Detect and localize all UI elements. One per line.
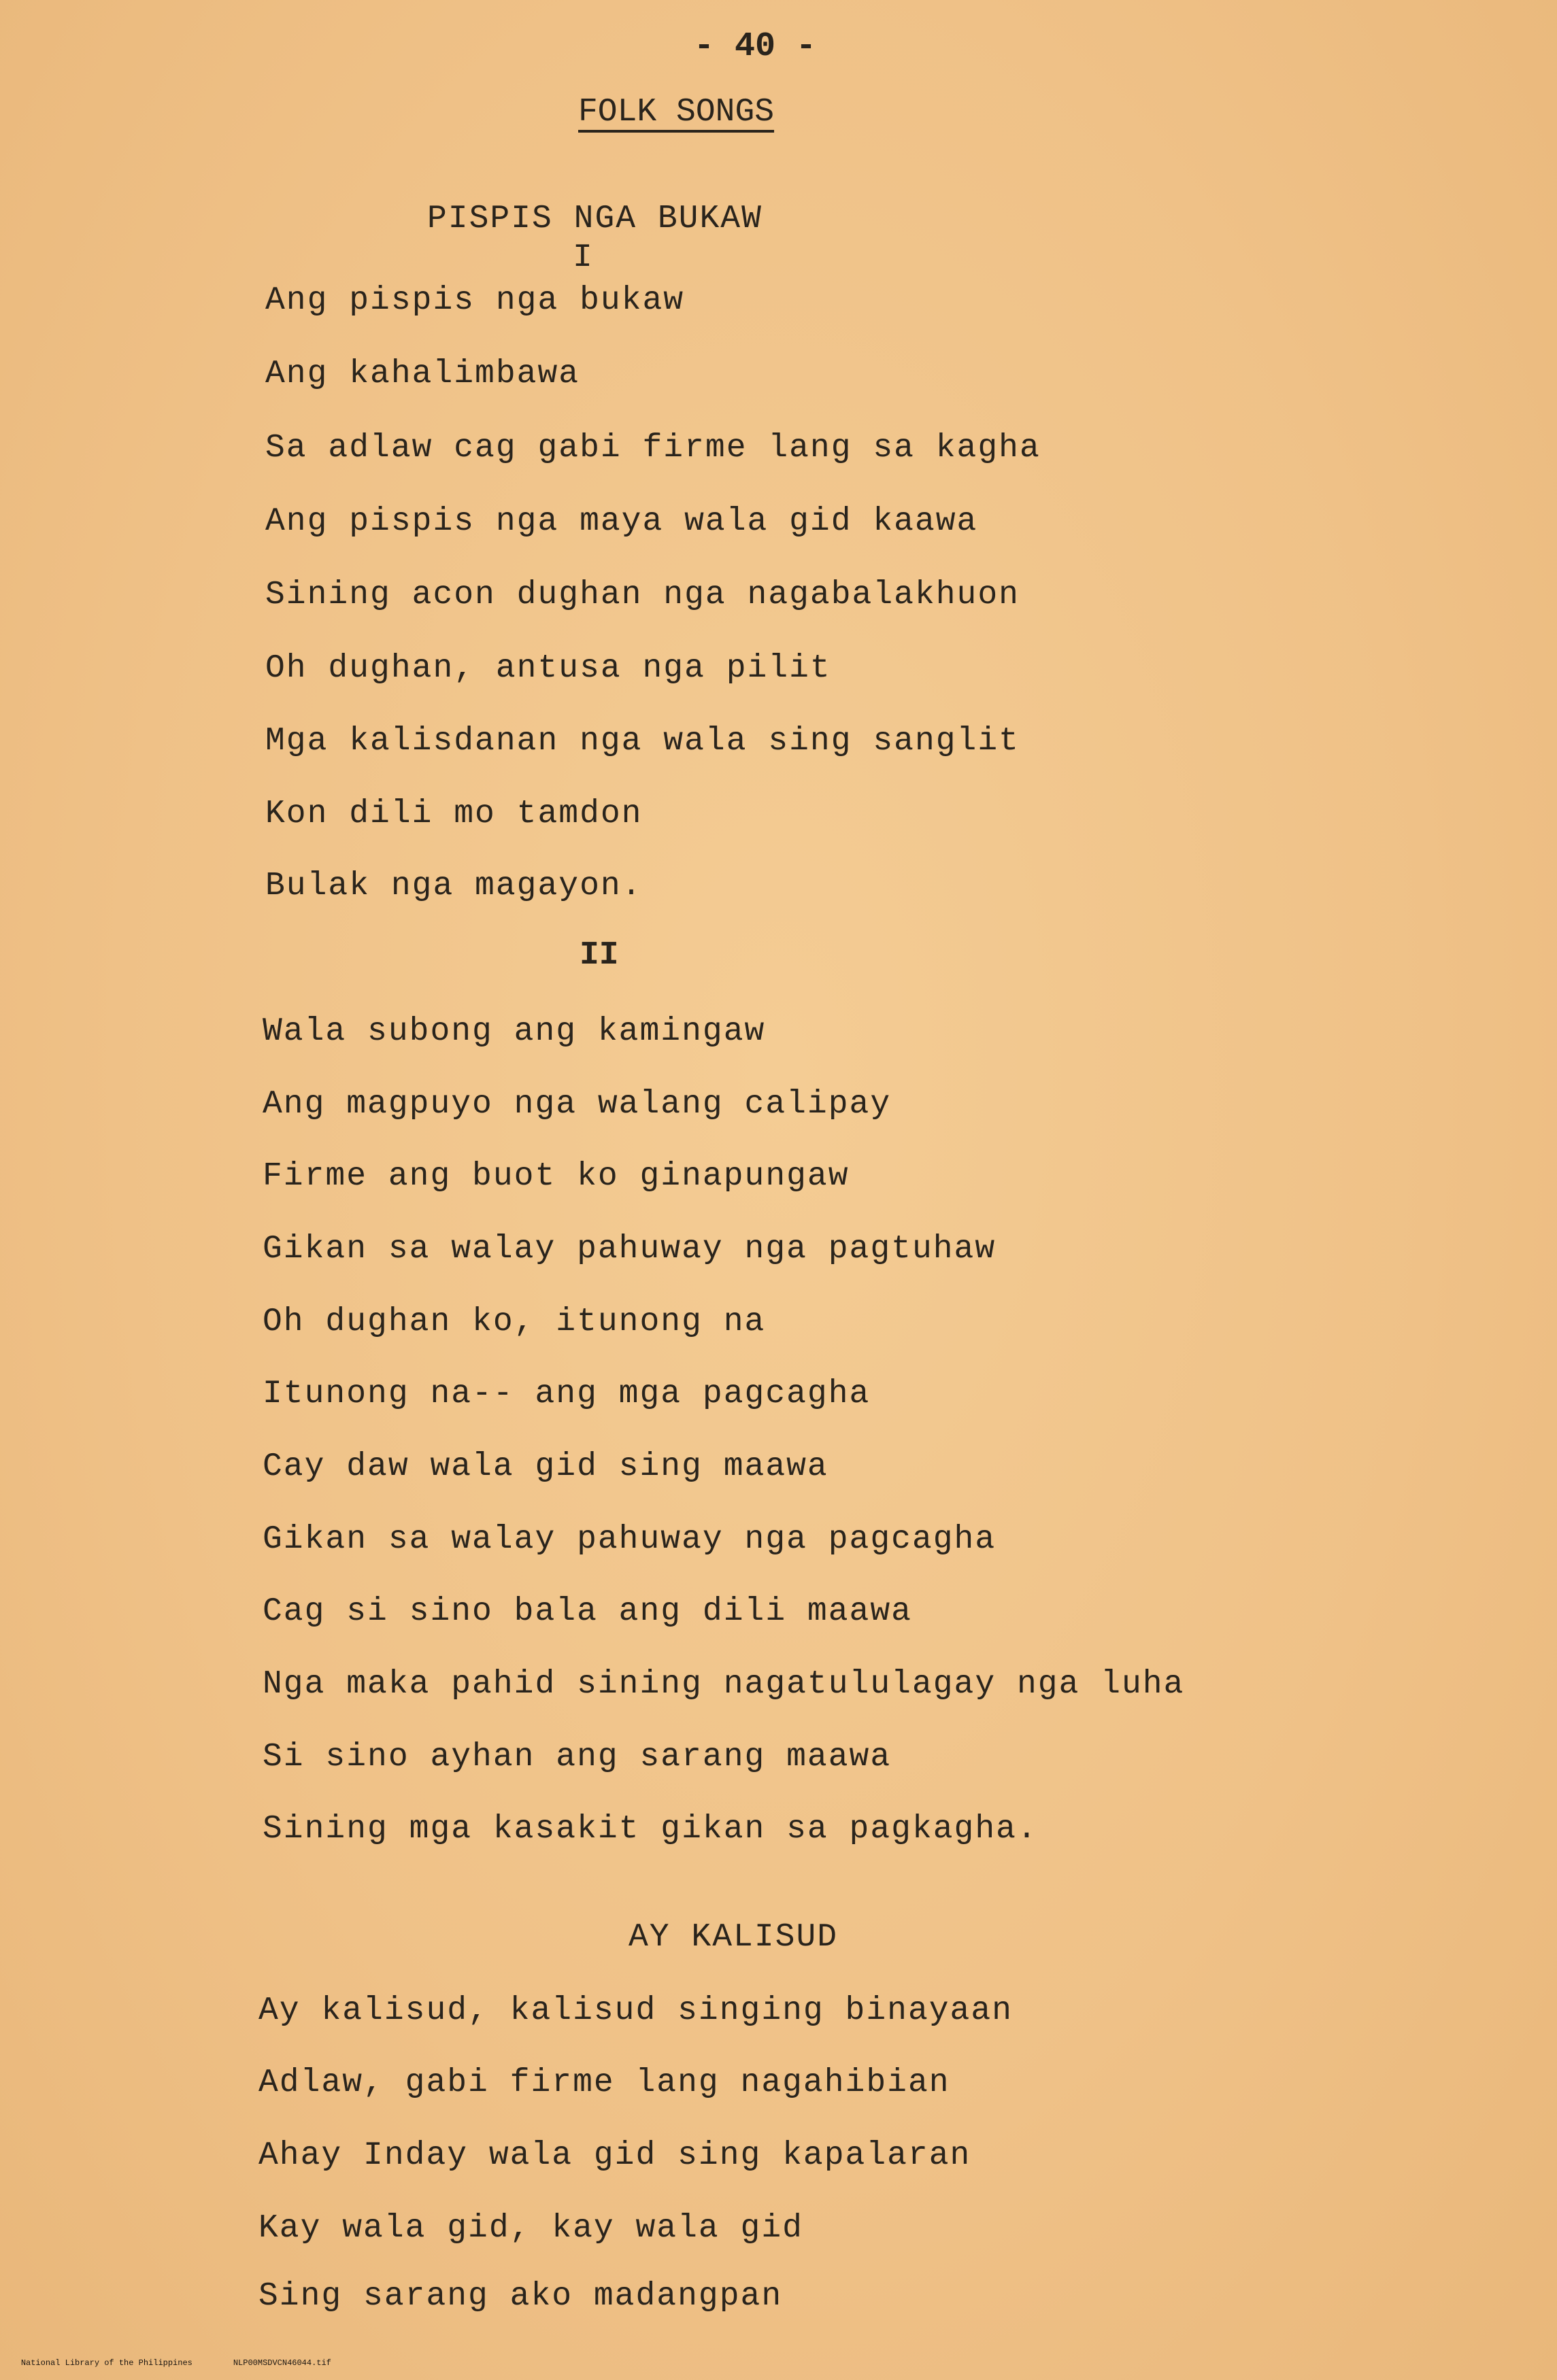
lyric-line: Ang kahalimbawa — [265, 356, 580, 392]
lyric-line: Adlaw, gabi firme lang nagahibian — [258, 2064, 950, 2101]
lyric-line: Cag si sino bala ang dili maawa — [263, 1593, 912, 1630]
lyric-line: Wala subong ang kamingaw — [263, 1013, 766, 1050]
lyric-line: Gikan sa walay pahuway nga pagcagha — [263, 1521, 997, 1558]
lyric-line: Nga maka pahid sining nagatululagay nga luha — [263, 1666, 1185, 1703]
lyric-line: Sa adlaw cag gabi firme lang sa kagha — [265, 430, 1041, 466]
lyric-line: Sining acon dughan nga nagabalakhuon — [265, 577, 1020, 613]
page-number: - 40 - — [694, 27, 817, 66]
footer-filename: NLP00MSDVCN46044.tif — [233, 2358, 331, 2368]
lyric-line: Itunong na-- ang mga pagcagha — [263, 1376, 871, 1412]
verse-numeral-1: I — [573, 239, 594, 276]
lyric-line: Bulak nga magayon. — [265, 868, 643, 904]
section-heading: FOLK SONGS — [578, 94, 775, 131]
lyric-line: Ang magpuyo nga walang calipay — [263, 1086, 892, 1123]
lyric-line: Oh dughan ko, itunong na — [263, 1304, 766, 1340]
lyric-line: Kon dili mo tamdon — [265, 796, 643, 832]
song-title-ay-kalisud: AY KALISUD — [629, 1919, 839, 1956]
lyric-line: Ahay Inday wala gid sing kapalaran — [258, 2137, 971, 2174]
verse-numeral-2: II — [580, 937, 619, 974]
footer-library: National Library of the Philippines — [20, 2358, 192, 2368]
lyric-line: Kay wala gid, kay wala gid — [258, 2210, 803, 2247]
lyric-line: Sing sarang ako madangpan — [258, 2278, 783, 2315]
lyric-line: Oh dughan, antusa nga pilit — [265, 650, 831, 687]
lyric-line: Mga kalisdanan nga wala sing sanglit — [265, 723, 1020, 760]
scan-footer — [1, 2349, 372, 2377]
lyric-line: Cay daw wala gid sing maawa — [263, 1448, 828, 1485]
lyric-line: Ang pispis nga maya wala gid kaawa — [265, 503, 978, 540]
lyric-line: Ang pispis nga bukaw — [265, 282, 685, 319]
lyric-line: Si sino ayhan ang sarang maawa — [263, 1739, 892, 1775]
lyric-line: Sining mga kasakit gikan sa pagkagha. — [263, 1811, 1038, 1848]
song-title-pispis: PISPIS NGA BUKAW — [427, 201, 763, 237]
lyric-line: Gikan sa walay pahuway nga pagtuhaw — [263, 1231, 997, 1268]
lyric-line: Ay kalisud, kalisud singing binayaan — [258, 1992, 1013, 2029]
lyric-line: Firme ang buot ko ginapungaw — [263, 1158, 850, 1195]
